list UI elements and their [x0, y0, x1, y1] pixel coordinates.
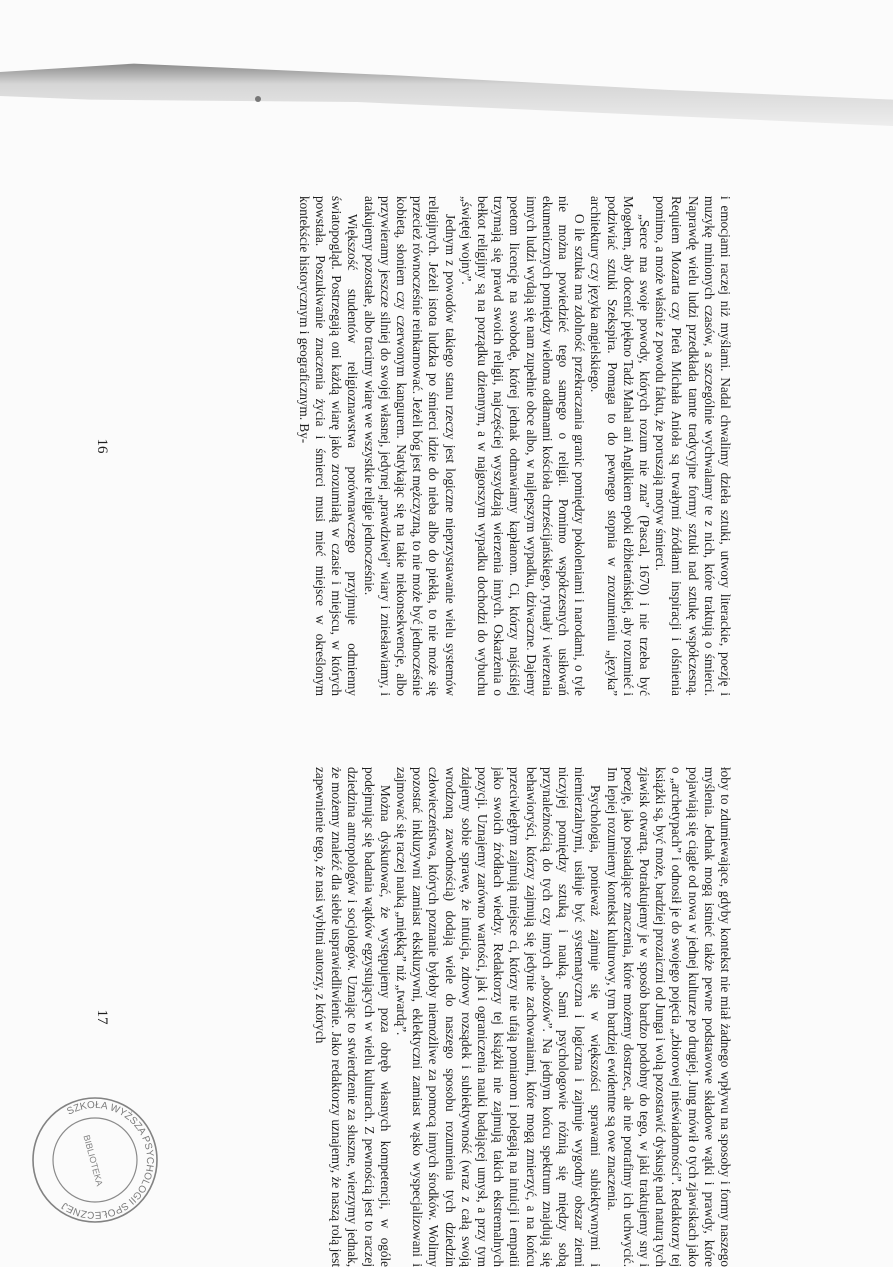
paragraph: O ile sztuka ma zdolność przekraczania granic pomiędzy pokoleniami i narodami, o tyle nie można powiedzieć tego samego o religii. Pomimo współczesnych usiłowań ekumenicznych pomiędzy wieloma odłamami kościoła chrześcijańskiego, rytuały i wierzenia innych ludzi wydają się nam zupełnie obce albo, w najlepszym wypadku, dziwaczne. Dajemy poetom licencję na swobodę, której jednak odmawiamy kapłanom. Ci, którzy najściślej trzymają się prawd swoich religii, najczęściej wyszydzają wierzenia innych. Oskarżenia o bełkot religijny są na porządku dziennym, a w najgorszym wypadku dochodzi do wybuchu „świętej wojny”.: [458, 196, 588, 696]
page-number: 17: [94, 1009, 110, 1025]
scan-edge-shadow: [0, 30, 893, 150]
page-number: 16: [94, 438, 110, 454]
page-17: [93, 767, 733, 1267]
paragraph: Jednym z powodów takiego stanu rzeczy jest logiczne nieprzystawanie wielu systemów religijnych. Jeżeli istota ludzka po śmierci idzie do nieba albo do piekła, to nie może się przecież równocześnie reinkarnować. Jeżeli bóg jest mężczyzną, to nie może być jednocześnie kobietą, słoniem czy czerwonym kangurem. Natykając się na takie niekonsekwencje, albo przywieramy jeszcze silniej do swojej własnej, jedynej „prawdziwej” wiary i zniesławiamy, i atakujemy pozostałe, albo tracimy wiarę we wszystkie religie jednocześnie.: [361, 196, 458, 696]
library-stamp: [30, 1095, 160, 1225]
paragraph: „Serce ma swoje powody, których rozum nie zna” (Pascal, 1670) i nie trzeba być Mogołem, aby docenić piękno Tadż Mahal ani Anglikiem epoki elżbietańskiej, aby rozumieć i podziwiać sztuki Szekspira. Pomaga to do pewnego stopnia w zrozumieniu „języka” architektury czy języka angielskiego.: [588, 196, 652, 696]
stamp-center-text: BIBLIOTEKA: [81, 1133, 105, 1188]
margin-dot: [255, 96, 261, 102]
paragraph: i emocjami raczej niż myślami. Nadal chwalimy dzieła sztuki, utwory literackie, poezję i muzykę minionych czasów, a szczególnie wychwalamy te z nich, które traktują o śmierci. Naprawdę wielu ludzi przedkłada tamte tradycyjne formy sztuki nad sztukę współczesną. Requiem Mozarta czy Pietà Michała Anioła są trwałymi źródłami inspiracji i olśnienia pomimo, a może właśnie z powodu faktu, że poruszają motyw śmierci.: [653, 196, 733, 696]
page-17-body: [133, 767, 733, 1267]
paragraph: Większość studentów religioznawstwa porównawczego przyjmuje odmienny światopogląd. Postrzegają oni każdą wiarę jako zrozumiałą w czasie i miejscu, w których powstała. Poszukiwanie znaczenia życia i śmierci musi mieć miejsce w określonym kontekście historycznym i geograficznym. By-: [296, 196, 361, 696]
page-16: [93, 196, 733, 696]
page-16-body: [133, 196, 733, 696]
paragraph: łoby to zdumiewające, gdyby kontekst nie miał żadnego wpływu na sposoby i formy naszego myślenia. Jednak mogą istnieć także pewne podstawowe składowe wątki i prawdy, które pojawiają się ciągle od nowa w jednej kulturze po drugiej. Jung mówił o tych zjawiskach jako o „archetypach” i odnosił je do swojego pojęcia „zbiorowej nieświadomości”. Redaktorzy tej książki są, być może, bardziej prozaiczni od Junga i wolą pozostawić dyskusję nad naturą tych zjawisk otwartą. Potraktujemy je w sposób bardzo podobny do tego, w jaki traktujemy sny i poezję, jako posiadające znaczenia, które możemy dostrzec, ale nie potrafimy ich uchwycić. Im lepiej rozumiemy kontekst kulturowy, tym bardziej ewidentne są owe znaczenia.: [604, 767, 733, 1267]
stamp-ring-text: SZKOŁA WYŻSZA PSYCHOLOGII SPOŁECZNEJ: [59, 1099, 156, 1221]
paragraph: Psychologia, ponieważ zajmuje się w większości sprawami subiektywnymi i niemierzalnymi, usiłuje być systematyczna i logiczna i zajmuje wygodny obszar ziemi niczyjej pomiędzy sztuką i nauką. Sami psychologowie różnią się między sobą przynależnością do tych czy innych „obozów”. Na jednym końcu spektrum znajdują się behawioryści, którzy zajmują się jedynie zachowaniami, które mogą zmierzyć, a na końcu przeciwległym zajmują miejsce ci, którzy nie ufają pomiarom i polegają na intuicji i empatii jako swoich źródłach wiedzy. Redaktorzy tej książki nie zajmują takich ekstremalnych pozycji. Uznajemy zarówno wartości, jak i ograniczenia nauki badającej umysł, a przy tym zdajemy sobie sprawę, że intuicja, zdrowy rozsądek i subiektywność (wraz z całą swoją wrodzoną zawodnością) dodają wiele do naszego sposobu rozumienia tych dziedzin człowieczeństwa, których poznanie byłoby niemożliwe za pomocą innych środków. Wolimy pozostać inkluzywni zamiast ekskluzywni, eklektyczni zamiast wąsko wyspecjalizowani i zajmować się raczej nauką „miękką” niż „twardą”.: [393, 767, 604, 1267]
paragraph: Można dyskutować, że występujemy poza obręb własnych kompetencji, w ogóle podejmując się badania wątków egzystujących w wielu kulturach. Z pewnością jest to raczej dziedzina antropologów i socjologów. Uznając to stwierdzenie za słuszne, wierzymy jednak, że możemy znaleźć dla siebie usprawiedliwienie. Jako redaktorzy uznajemy, że naszą rolą jest zapewnienie tego, że nasi wybitni autorzy, z których: [312, 767, 393, 1267]
